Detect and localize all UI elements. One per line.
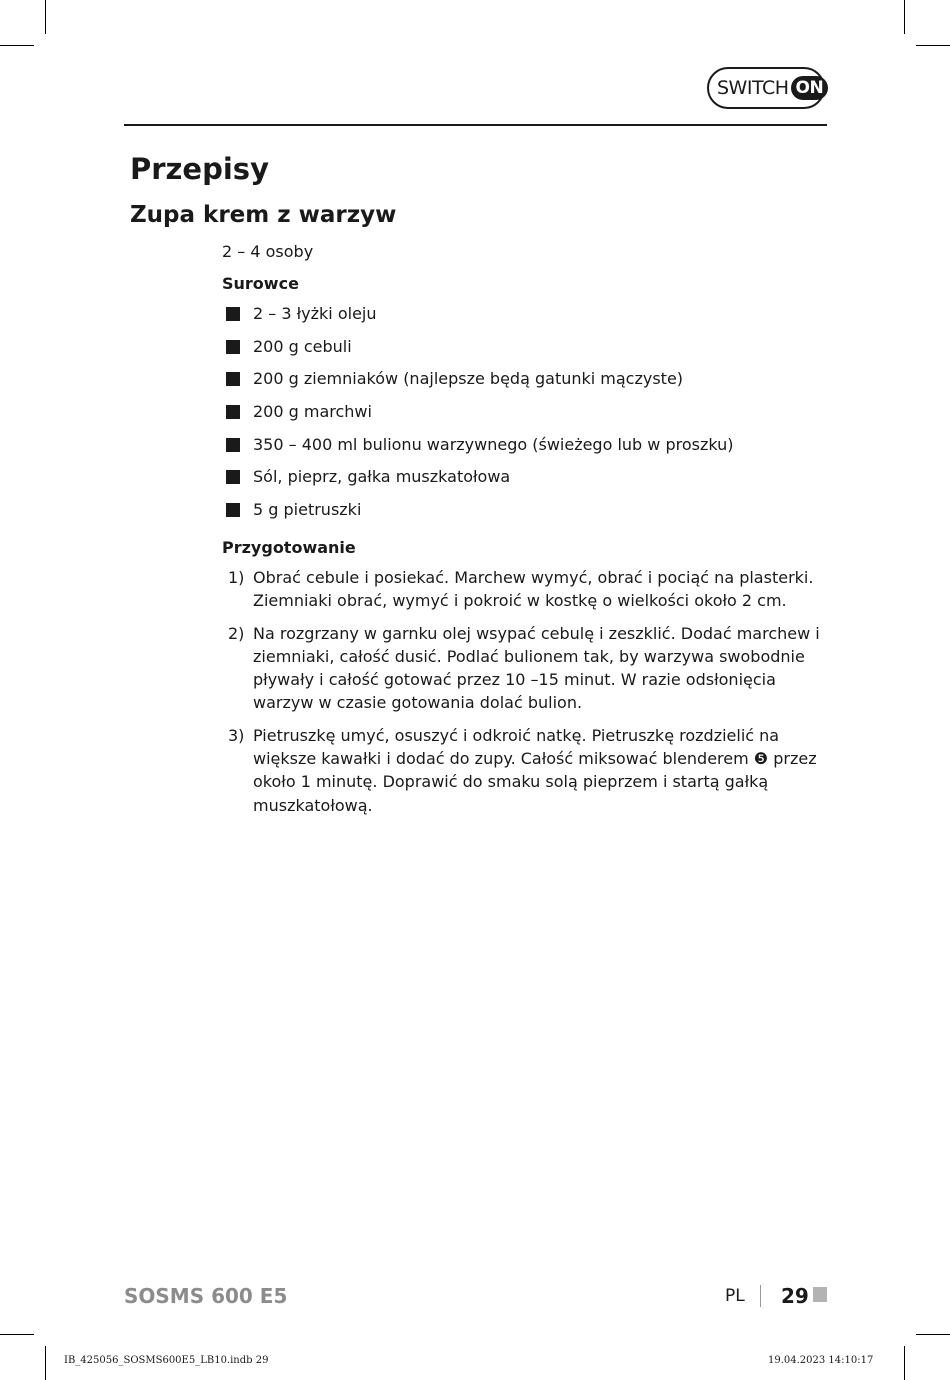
logo-on-badge: ON (791, 76, 829, 100)
print-slug-timestamp: 19.04.2023 14:10:17 (768, 1355, 874, 1366)
ingredient-text: Sól, pieprz, gałka muszkatołowa (253, 467, 511, 487)
list-item (226, 499, 734, 532)
crop-mark (904, 1346, 905, 1380)
preparation-steps (228, 566, 820, 826)
step-item (228, 622, 820, 715)
page-number: 29 (781, 1284, 809, 1308)
footer-language: PL (725, 1286, 745, 1306)
list-item (226, 336, 734, 369)
ingredient-text: 200 g cebuli (253, 336, 352, 356)
crop-mark (916, 1334, 950, 1335)
recipe-title: Zupa krem z warzyw (130, 202, 397, 228)
crop-mark (0, 45, 34, 46)
square-bullet-icon (226, 307, 240, 321)
square-bullet-icon (226, 438, 240, 452)
square-bullet-icon (226, 470, 240, 484)
ingredient-text: 2 – 3 łyżki oleju (253, 304, 377, 323)
brand-logo (707, 67, 825, 109)
crop-mark (0, 1334, 34, 1335)
crop-mark (45, 0, 46, 34)
list-item (226, 368, 734, 401)
ingredient-list (226, 303, 734, 532)
step-number: 3) (228, 725, 245, 745)
page-title: Przepisy (130, 152, 269, 186)
list-item (226, 303, 734, 336)
servings: 2 – 4 osoby (222, 242, 314, 261)
crop-mark (45, 1346, 46, 1380)
ingredient-text: 5 g pietruszki (253, 500, 362, 520)
step-item (228, 566, 820, 613)
list-item (226, 434, 734, 467)
crop-mark (916, 45, 950, 46)
square-bullet-icon (226, 503, 240, 517)
footer-divider (760, 1285, 761, 1307)
page-marker-icon (813, 1287, 827, 1302)
step-text: Na rozgrzany w garnku olej wsypać cebulę i zeszklić. Dodać marchew i ziemniaki, całość dusić. Podlać bulionem tak, by warzywa swobodnie pływały i całość gotować przez 10 –15 minut. W razie odsłonięcia warzyw w czasie gotowania dolać bulion. (253, 623, 820, 713)
footer-model: SOSMS 600 E5 (124, 1284, 288, 1308)
header-rule (124, 124, 827, 126)
ingredients-heading: Surowce (222, 274, 299, 293)
list-item (226, 466, 734, 499)
step-number: 2) (228, 623, 245, 643)
crop-mark (904, 0, 905, 34)
step-text: Obrać cebule i posiekać. Marchew wymyć, obrać i pociąć na plasterki. Ziemniaki obrać, wymyć i pokroić w kostkę o wielkości około 2 cm. (253, 568, 814, 611)
logo-text: SWITCH (717, 77, 789, 99)
step-text: Pietruszkę umyć, osuszyć i odkroić natkę. Pietruszkę rozdzielić na większe kawałki i dodać do zupy. Całość miksować blenderem ❺ przez około 1 minutę. Doprawić do smaku solą pieprzem i startą gałką muszkatołową. (253, 725, 817, 815)
ingredient-text: 200 g marchwi (253, 402, 372, 422)
step-item (228, 724, 820, 817)
square-bullet-icon (226, 340, 240, 354)
square-bullet-icon (226, 405, 240, 419)
preparation-heading: Przygotowanie (222, 538, 356, 557)
step-number: 1) (228, 568, 245, 587)
ingredient-text: 200 g ziemniaków (najlepsze będą gatunki mączyste) (253, 369, 684, 389)
square-bullet-icon (226, 372, 240, 386)
list-item (226, 401, 734, 434)
ingredient-text: 350 – 400 ml bulionu warzywnego (świeżego lub w proszku) (253, 434, 734, 454)
print-slug-file: IB_425056_SOSMS600E5_LB10.indb 29 (64, 1355, 269, 1366)
